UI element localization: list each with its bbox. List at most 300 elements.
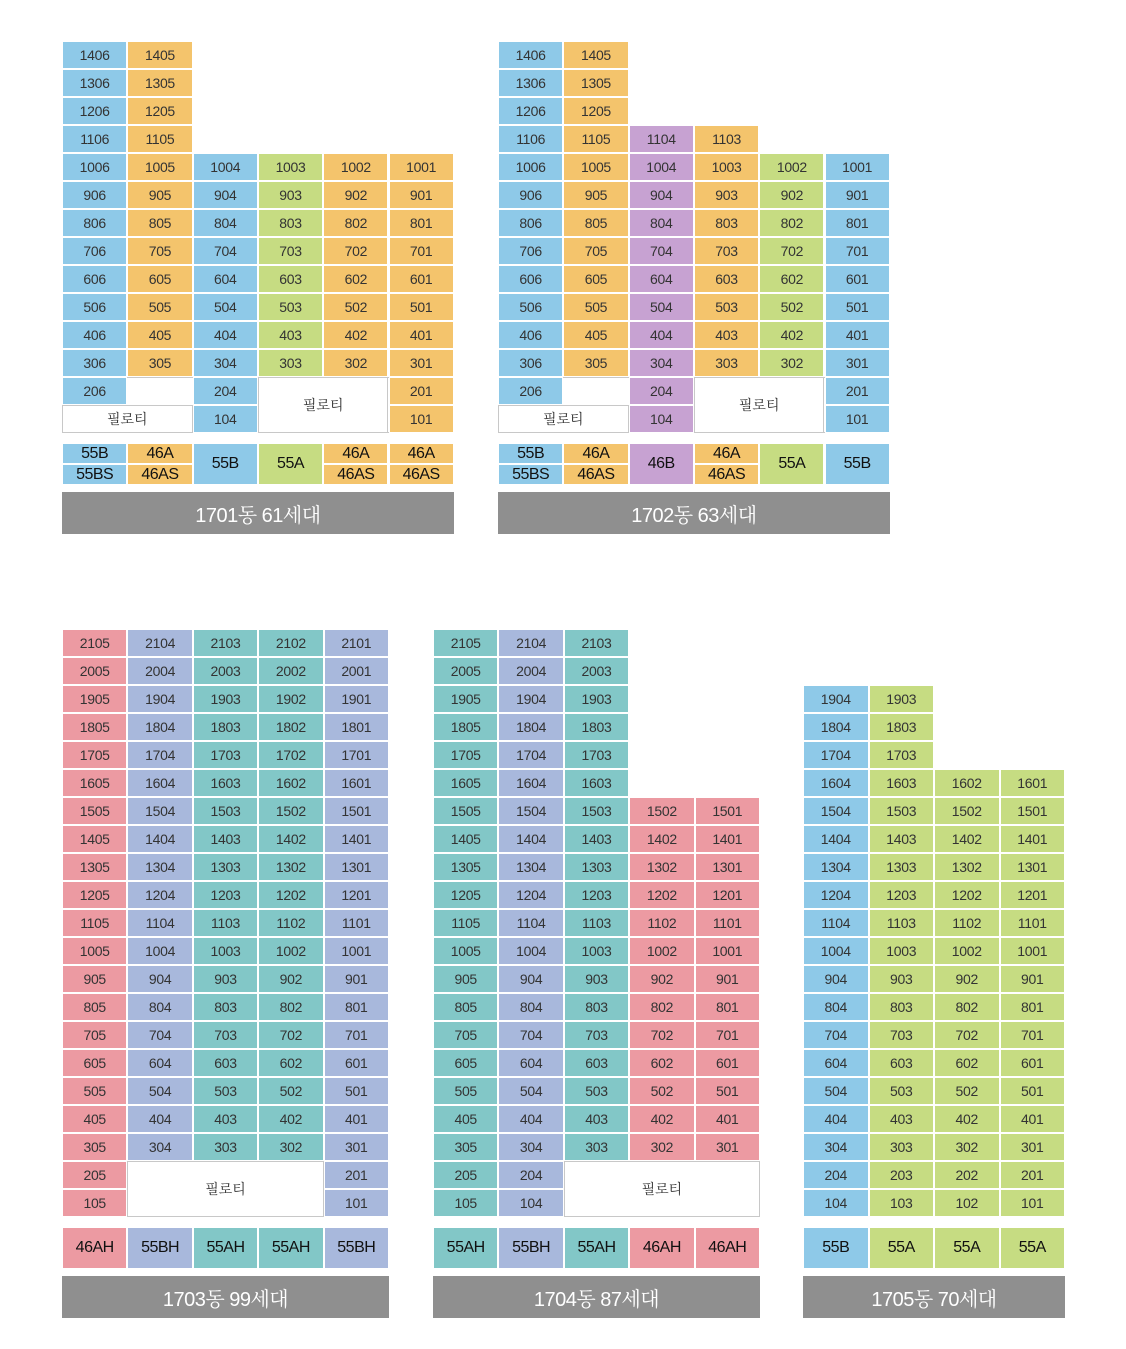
unit-cell: 303 [694, 349, 759, 377]
unit-cell: 303 [258, 349, 323, 377]
unit-cell: 1303 [869, 853, 935, 881]
unit-cell: 1204 [127, 881, 192, 909]
unit-cell: 1901 [324, 685, 389, 713]
unit-cell: 2101 [324, 629, 389, 657]
unit-cell: 1502 [629, 797, 694, 825]
unit-cell: 303 [869, 1133, 935, 1161]
unit-cell: 2104 [127, 629, 192, 657]
unit-cell: 506 [498, 293, 563, 321]
unit-cell: 901 [1000, 965, 1066, 993]
unit-cell: 705 [563, 237, 628, 265]
unit-cell: 1003 [694, 153, 759, 181]
unit-cell: 1002 [629, 937, 694, 965]
unit-cell: 804 [629, 209, 694, 237]
unit-cell: 1405 [62, 825, 127, 853]
building-title: 1705동 70세대 [803, 1276, 1065, 1318]
unit-cell: 2103 [193, 629, 258, 657]
unit-cell: 902 [258, 965, 323, 993]
unit-cell: 1103 [869, 909, 935, 937]
unit-type-label: 55BH [498, 1227, 563, 1269]
unit-cell: 303 [193, 1133, 258, 1161]
unit-cell: 402 [934, 1105, 1000, 1133]
unit-cell: 1501 [1000, 797, 1066, 825]
unit-cell: 402 [258, 1105, 323, 1133]
unit-cell: 1403 [564, 825, 629, 853]
unit-cell: 1002 [323, 153, 388, 181]
unit-cell: 1003 [564, 937, 629, 965]
unit-cell: 503 [694, 293, 759, 321]
unit-cell: 904 [127, 965, 192, 993]
unit-cell: 1601 [1000, 769, 1066, 797]
unit-cell: 701 [1000, 1021, 1066, 1049]
unit-cell: 1004 [803, 937, 869, 965]
unit-cell: 505 [563, 293, 628, 321]
unit-cell: 905 [563, 181, 628, 209]
unit-cell: 1204 [498, 881, 563, 909]
unit-cell: 602 [258, 1049, 323, 1077]
unit-type-label: 55B [62, 443, 127, 464]
unit-cell: 902 [934, 965, 1000, 993]
unit-cell: 1704 [803, 741, 869, 769]
unit-cell: 702 [759, 237, 824, 265]
unit-cell: 906 [62, 181, 127, 209]
unit-cell: 1803 [869, 713, 935, 741]
unit-cell: 1703 [193, 741, 258, 769]
unit-cell: 605 [563, 265, 628, 293]
unit-cell: 1105 [127, 125, 192, 153]
unit-cell: 801 [695, 993, 760, 1021]
unit-cell: 801 [324, 993, 389, 1021]
unit-cell: 501 [1000, 1077, 1066, 1105]
unit-cell: 401 [389, 321, 454, 349]
unit-cell: 1202 [934, 881, 1000, 909]
unit-cell: 405 [127, 321, 192, 349]
unit-type-label: 55BS [62, 464, 127, 485]
unit-cell: 404 [498, 1105, 563, 1133]
unit-cell: 306 [498, 349, 563, 377]
unit-cell: 305 [433, 1133, 498, 1161]
unit-cell: 1902 [258, 685, 323, 713]
unit-cell: 401 [1000, 1105, 1066, 1133]
unit-cell: 1104 [803, 909, 869, 937]
unit-cell: 601 [324, 1049, 389, 1077]
unit-cell: 801 [1000, 993, 1066, 1021]
unit-cell: 2005 [62, 657, 127, 685]
unit-cell: 1205 [433, 881, 498, 909]
unit-cell: 204 [498, 1161, 563, 1189]
unit-cell: 1304 [803, 853, 869, 881]
unit-cell: 301 [324, 1133, 389, 1161]
unit-cell: 202 [934, 1161, 1000, 1189]
unit-type-label: 55BS [498, 464, 563, 485]
unit-cell: 1903 [193, 685, 258, 713]
unit-cell: 702 [934, 1021, 1000, 1049]
unit-cell: 203 [869, 1161, 935, 1189]
unit-cell: 1605 [433, 769, 498, 797]
unit-cell: 1905 [62, 685, 127, 713]
unit-cell: 902 [323, 181, 388, 209]
unit-type-label: 55B [825, 443, 890, 485]
unit-cell: 1404 [127, 825, 192, 853]
unit-cell: 704 [193, 237, 258, 265]
unit-cell: 1006 [498, 153, 563, 181]
unit-cell: 401 [825, 321, 890, 349]
unit-cell: 2105 [433, 629, 498, 657]
unit-cell: 1303 [193, 853, 258, 881]
unit-cell: 1404 [498, 825, 563, 853]
unit-type-label: 55B [803, 1227, 869, 1269]
unit-cell: 1002 [759, 153, 824, 181]
unit-cell: 704 [498, 1021, 563, 1049]
unit-cell: 1604 [498, 769, 563, 797]
unit-cell: 504 [127, 1077, 192, 1105]
unit-cell: 1306 [498, 69, 563, 97]
unit-cell: 1301 [1000, 853, 1066, 881]
unit-cell: 1502 [934, 797, 1000, 825]
unit-cell: 1001 [1000, 937, 1066, 965]
building-title: 1702동 63세대 [498, 492, 890, 534]
unit-cell: 602 [629, 1049, 694, 1077]
unit-cell: 803 [193, 993, 258, 1021]
building-title: 1701동 61세대 [62, 492, 454, 534]
unit-cell: 1701 [324, 741, 389, 769]
unit-cell: 1003 [193, 937, 258, 965]
unit-cell: 605 [62, 1049, 127, 1077]
unit-cell: 802 [323, 209, 388, 237]
unit-cell: 1306 [62, 69, 127, 97]
unit-cell: 901 [389, 181, 454, 209]
unit-cell: 405 [62, 1105, 127, 1133]
unit-type-label: 46A [389, 443, 454, 464]
unit-cell: 1601 [324, 769, 389, 797]
unit-cell: 1405 [433, 825, 498, 853]
unit-type-label: 46AS [389, 464, 454, 485]
unit-cell: 1504 [803, 797, 869, 825]
unit-cell: 904 [629, 181, 694, 209]
unit-cell: 303 [564, 1133, 629, 1161]
unit-cell: 701 [825, 237, 890, 265]
unit-type-label: 46A [127, 443, 192, 464]
unit-cell: 704 [127, 1021, 192, 1049]
unit-cell: 901 [825, 181, 890, 209]
unit-cell: 904 [498, 965, 563, 993]
unit-cell: 703 [694, 237, 759, 265]
unit-cell: 703 [564, 1021, 629, 1049]
unit-type-label: 55AH [258, 1227, 323, 1269]
unit-cell: 104 [193, 405, 258, 433]
unit-cell: 605 [127, 265, 192, 293]
unit-cell: 1006 [62, 153, 127, 181]
unit-cell: 2102 [258, 629, 323, 657]
unit-cell: 504 [498, 1077, 563, 1105]
unit-cell: 1605 [62, 769, 127, 797]
unit-cell: 1505 [62, 797, 127, 825]
unit-cell: 604 [629, 265, 694, 293]
unit-cell: 404 [193, 321, 258, 349]
unit-cell: 1505 [433, 797, 498, 825]
unit-cell: 1105 [563, 125, 628, 153]
unit-cell: 901 [695, 965, 760, 993]
unit-cell: 1905 [433, 685, 498, 713]
unit-cell: 604 [193, 265, 258, 293]
unit-cell: 304 [193, 349, 258, 377]
unit-cell: 1702 [258, 741, 323, 769]
unit-cell: 406 [498, 321, 563, 349]
unit-cell: 204 [803, 1161, 869, 1189]
unit-cell: 1005 [62, 937, 127, 965]
unit-cell: 702 [629, 1021, 694, 1049]
unit-cell: 1804 [127, 713, 192, 741]
unit-cell: 805 [62, 993, 127, 1021]
unit-cell: 1803 [193, 713, 258, 741]
unit-cell: 302 [934, 1133, 1000, 1161]
unit-cell: 2004 [498, 657, 563, 685]
unit-cell: 1302 [629, 853, 694, 881]
unit-cell: 403 [193, 1105, 258, 1133]
unit-type-label: 55B [498, 443, 563, 464]
unit-type-label: 55A [1000, 1227, 1066, 1269]
unit-cell: 606 [498, 265, 563, 293]
pilotis-area: 필로티 [694, 377, 825, 433]
unit-cell: 803 [869, 993, 935, 1021]
unit-cell: 206 [498, 377, 563, 405]
unit-cell: 205 [62, 1161, 127, 1189]
unit-cell: 601 [695, 1049, 760, 1077]
unit-cell: 403 [564, 1105, 629, 1133]
unit-cell: 804 [193, 209, 258, 237]
unit-type-label: 46AH [62, 1227, 127, 1269]
unit-cell: 701 [695, 1021, 760, 1049]
unit-cell: 1503 [564, 797, 629, 825]
unit-cell: 1705 [433, 741, 498, 769]
unit-cell: 1201 [695, 881, 760, 909]
unit-cell: 905 [127, 181, 192, 209]
unit-cell: 702 [323, 237, 388, 265]
unit-cell: 806 [498, 209, 563, 237]
unit-cell: 1102 [258, 909, 323, 937]
unit-cell: 1301 [324, 853, 389, 881]
unit-cell: 306 [62, 349, 127, 377]
unit-cell: 404 [127, 1105, 192, 1133]
unit-cell: 1603 [564, 769, 629, 797]
unit-cell: 1405 [127, 41, 192, 69]
unit-cell: 1604 [803, 769, 869, 797]
unit-cell: 1403 [869, 825, 935, 853]
unit-cell: 301 [695, 1133, 760, 1161]
unit-cell: 1103 [564, 909, 629, 937]
unit-cell: 401 [695, 1105, 760, 1133]
unit-cell: 1305 [563, 69, 628, 97]
unit-cell: 1001 [389, 153, 454, 181]
unit-cell: 1203 [193, 881, 258, 909]
unit-cell: 405 [433, 1105, 498, 1133]
unit-cell: 404 [803, 1105, 869, 1133]
pilotis-area: 필로티 [498, 405, 629, 433]
unit-cell: 1002 [934, 937, 1000, 965]
unit-cell: 505 [127, 293, 192, 321]
unit-cell: 403 [258, 321, 323, 349]
unit-cell: 1105 [62, 909, 127, 937]
unit-type-label: 55A [934, 1227, 1000, 1269]
unit-type-label: 55AH [193, 1227, 258, 1269]
unit-cell: 604 [498, 1049, 563, 1077]
unit-cell: 1703 [869, 741, 935, 769]
unit-cell: 1202 [629, 881, 694, 909]
unit-cell: 603 [258, 265, 323, 293]
unit-cell: 1805 [62, 713, 127, 741]
unit-cell: 1504 [498, 797, 563, 825]
unit-cell: 1205 [563, 97, 628, 125]
unit-cell: 904 [803, 965, 869, 993]
unit-cell: 805 [127, 209, 192, 237]
unit-cell: 206 [62, 377, 127, 405]
unit-cell: 504 [629, 293, 694, 321]
pilotis-area: 필로티 [127, 1161, 323, 1217]
unit-cell: 1501 [695, 797, 760, 825]
unit-cell: 1102 [934, 909, 1000, 937]
unit-cell: 2103 [564, 629, 629, 657]
unit-cell: 102 [934, 1189, 1000, 1217]
unit-cell: 1804 [803, 713, 869, 741]
unit-cell: 1402 [934, 825, 1000, 853]
unit-cell: 1304 [127, 853, 192, 881]
unit-cell: 902 [759, 181, 824, 209]
unit-cell: 803 [258, 209, 323, 237]
unit-type-label: 46AS [694, 464, 759, 485]
unit-cell: 602 [323, 265, 388, 293]
unit-cell: 101 [825, 405, 890, 433]
unit-cell: 304 [803, 1133, 869, 1161]
unit-cell: 503 [564, 1077, 629, 1105]
unit-cell: 1104 [127, 909, 192, 937]
unit-cell: 201 [1000, 1161, 1066, 1189]
unit-cell: 105 [62, 1189, 127, 1217]
unit-cell: 701 [389, 237, 454, 265]
unit-cell: 804 [803, 993, 869, 1021]
unit-cell: 1202 [258, 881, 323, 909]
unit-cell: 605 [433, 1049, 498, 1077]
unit-cell: 1002 [258, 937, 323, 965]
unit-cell: 1001 [324, 937, 389, 965]
unit-cell: 905 [433, 965, 498, 993]
unit-cell: 2002 [258, 657, 323, 685]
unit-cell: 305 [62, 1133, 127, 1161]
unit-cell: 104 [498, 1189, 563, 1217]
unit-cell: 1004 [498, 937, 563, 965]
unit-cell: 903 [564, 965, 629, 993]
unit-cell: 204 [193, 377, 258, 405]
unit-cell: 1602 [934, 769, 1000, 797]
unit-cell: 1802 [258, 713, 323, 741]
unit-cell: 305 [563, 349, 628, 377]
unit-cell: 904 [193, 181, 258, 209]
unit-cell: 205 [433, 1161, 498, 1189]
unit-cell: 104 [629, 405, 694, 433]
unit-cell: 501 [695, 1077, 760, 1105]
unit-cell: 1005 [127, 153, 192, 181]
unit-cell: 501 [389, 293, 454, 321]
unit-type-label: 46AS [563, 464, 628, 485]
unit-cell: 804 [498, 993, 563, 1021]
unit-cell: 1001 [825, 153, 890, 181]
unit-cell: 1703 [564, 741, 629, 769]
unit-cell: 603 [564, 1049, 629, 1077]
unit-cell: 1003 [869, 937, 935, 965]
unit-cell: 1203 [869, 881, 935, 909]
unit-cell: 802 [629, 993, 694, 1021]
unit-cell: 1105 [433, 909, 498, 937]
unit-cell: 705 [433, 1021, 498, 1049]
unit-cell: 1903 [869, 685, 935, 713]
unit-cell: 703 [193, 1021, 258, 1049]
unit-cell: 1604 [127, 769, 192, 797]
unit-cell: 1401 [695, 825, 760, 853]
unit-cell: 1104 [629, 125, 694, 153]
unit-cell: 1005 [433, 937, 498, 965]
unit-cell: 706 [62, 237, 127, 265]
unit-cell: 705 [62, 1021, 127, 1049]
unit-type-label: 55AH [433, 1227, 498, 1269]
unit-cell: 1304 [498, 853, 563, 881]
building-title: 1704동 87세대 [433, 1276, 760, 1318]
unit-cell: 1503 [193, 797, 258, 825]
unit-cell: 703 [869, 1021, 935, 1049]
unit-cell: 1503 [869, 797, 935, 825]
pilotis-area: 필로티 [258, 377, 389, 433]
unit-cell: 502 [258, 1077, 323, 1105]
unit-cell: 1205 [127, 97, 192, 125]
unit-type-label: 46A [563, 443, 628, 464]
unit-cell: 1406 [498, 41, 563, 69]
unit-cell: 1501 [324, 797, 389, 825]
unit-cell: 502 [629, 1077, 694, 1105]
unit-cell: 805 [433, 993, 498, 1021]
pilotis-area: 필로티 [62, 405, 193, 433]
unit-cell: 302 [258, 1133, 323, 1161]
unit-type-label: 55BH [324, 1227, 389, 1269]
unit-cell: 1401 [1000, 825, 1066, 853]
unit-cell: 2005 [433, 657, 498, 685]
building-title: 1703동 99세대 [62, 1276, 389, 1318]
unit-cell: 806 [62, 209, 127, 237]
unit-type-label: 46AH [695, 1227, 760, 1269]
unit-cell: 501 [825, 293, 890, 321]
unit-type-label: 55AH [564, 1227, 629, 1269]
unit-cell: 302 [629, 1133, 694, 1161]
unit-cell: 1302 [258, 853, 323, 881]
unit-cell: 1206 [62, 97, 127, 125]
unit-cell: 506 [62, 293, 127, 321]
unit-cell: 201 [825, 377, 890, 405]
unit-cell: 502 [934, 1077, 1000, 1105]
unit-cell: 1004 [127, 937, 192, 965]
unit-cell: 1603 [193, 769, 258, 797]
unit-cell: 1805 [433, 713, 498, 741]
unit-cell: 302 [759, 349, 824, 377]
unit-cell: 1804 [498, 713, 563, 741]
unit-cell: 503 [193, 1077, 258, 1105]
unit-type-label: 55A [759, 443, 824, 485]
unit-cell: 701 [324, 1021, 389, 1049]
unit-cell: 2004 [127, 657, 192, 685]
unit-cell: 906 [498, 181, 563, 209]
unit-cell: 603 [694, 265, 759, 293]
unit-cell: 1101 [324, 909, 389, 937]
unit-cell: 301 [1000, 1133, 1066, 1161]
unit-cell: 803 [694, 209, 759, 237]
unit-cell: 201 [389, 377, 454, 405]
unit-cell: 1402 [629, 825, 694, 853]
